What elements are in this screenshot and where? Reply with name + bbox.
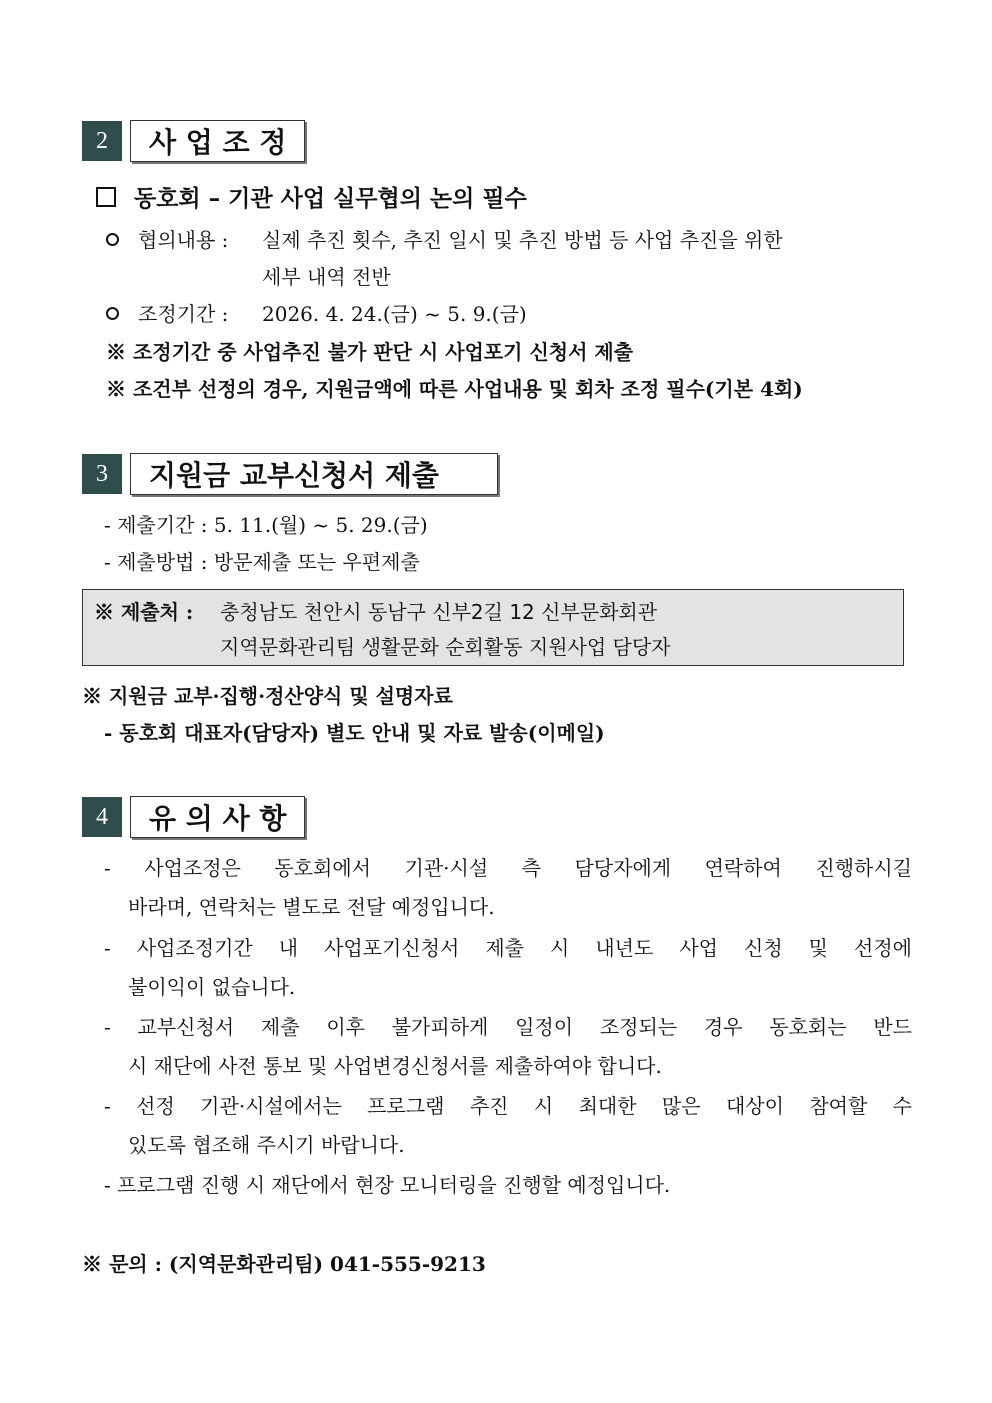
section-2-title: 사 업 조 정 [130,120,305,162]
section-4-title: 유 의 사 항 [130,796,305,838]
submit-destination-box [82,589,904,666]
section-3-number: 3 [82,454,122,494]
section-3-note-2: - 동호회 대표자(담당자) 별도 안내 및 자료 발송(이메일) [104,721,605,745]
caution-item-3: - 교부신청서 제출 이후 불가피하게 일정이 조정되는 경우 동호회는 반드 [104,1015,912,1039]
caution-item-5: - 프로그램 진행 시 재단에서 현장 모니터링을 진행할 예정입니다. [104,1173,671,1197]
consult-label: 협의내용 : [138,228,229,252]
section-4-number: 4 [82,797,122,837]
section-2-note-1: ※ 조정기간 중 사업추진 불가 판단 시 사업포기 신청서 제출 [106,340,634,364]
circle-bullet-icon [106,233,119,246]
destination-label: ※ 제출처 : [94,600,194,624]
section-3-note-1: ※ 지원금 교부·집행·정산양식 및 설명자료 [82,684,453,708]
consult-text: 실제 추진 횟수, 추진 일시 및 추진 방법 등 사업 추진을 위한 [262,228,783,252]
checkbox-square-icon [96,187,116,207]
caution-item-3-cont: 시 재단에 사전 통보 및 사업변경신청서를 제출하여야 합니다. [128,1054,662,1078]
period-label: 조정기간 : [138,302,229,326]
period-text: 2026. 4. 24.(금) ~ 5. 9.(금) [262,302,527,326]
consult-text-cont: 세부 내역 전반 [262,265,391,289]
caution-item-2-cont: 불이익이 없습니다. [128,975,296,999]
section-3-title: 지원금 교부신청서 제출 [130,453,498,495]
caution-item-1-cont: 바라며, 연락처는 별도로 전달 예정입니다. [128,895,495,919]
submit-period: - 제출기간 : 5. 11.(월) ~ 5. 29.(금) [104,513,428,537]
destination-contact: 지역문화관리팀 생활문화 순회활동 지원사업 담당자 [220,635,671,659]
caution-item-1: - 사업조정은 동호회에서 기관·시설 측 담당자에게 연락하여 진행하시길 [104,856,912,880]
caution-item-4: - 선정 기관·시설에서는 프로그램 추진 시 최대한 많은 대상이 참여할 수 [104,1094,912,1118]
submit-method: - 제출방법 : 방문제출 또는 우편제출 [104,550,420,574]
section-2-note-2: ※ 조건부 선정의 경우, 지원금액에 따른 사업내용 및 회차 조정 필수(기본 4회) [106,377,803,401]
destination-address: 충청남도 천안시 동남구 신부2길 12 신부문화회관 [220,600,658,624]
section-2-number: 2 [82,121,122,161]
section-2-heading: 동호회 – 기관 사업 실무협의 논의 필수 [134,185,527,212]
caution-item-2: - 사업조정기간 내 사업포기신청서 제출 시 내년도 사업 신청 및 선정에 [104,936,912,960]
circle-bullet-icon [106,307,119,320]
caution-item-4-cont: 있도록 협조해 주시기 바랍니다. [128,1133,405,1157]
contact-line: ※ 문의 : (지역문화관리팀) 041-555-9213 [82,1252,486,1276]
